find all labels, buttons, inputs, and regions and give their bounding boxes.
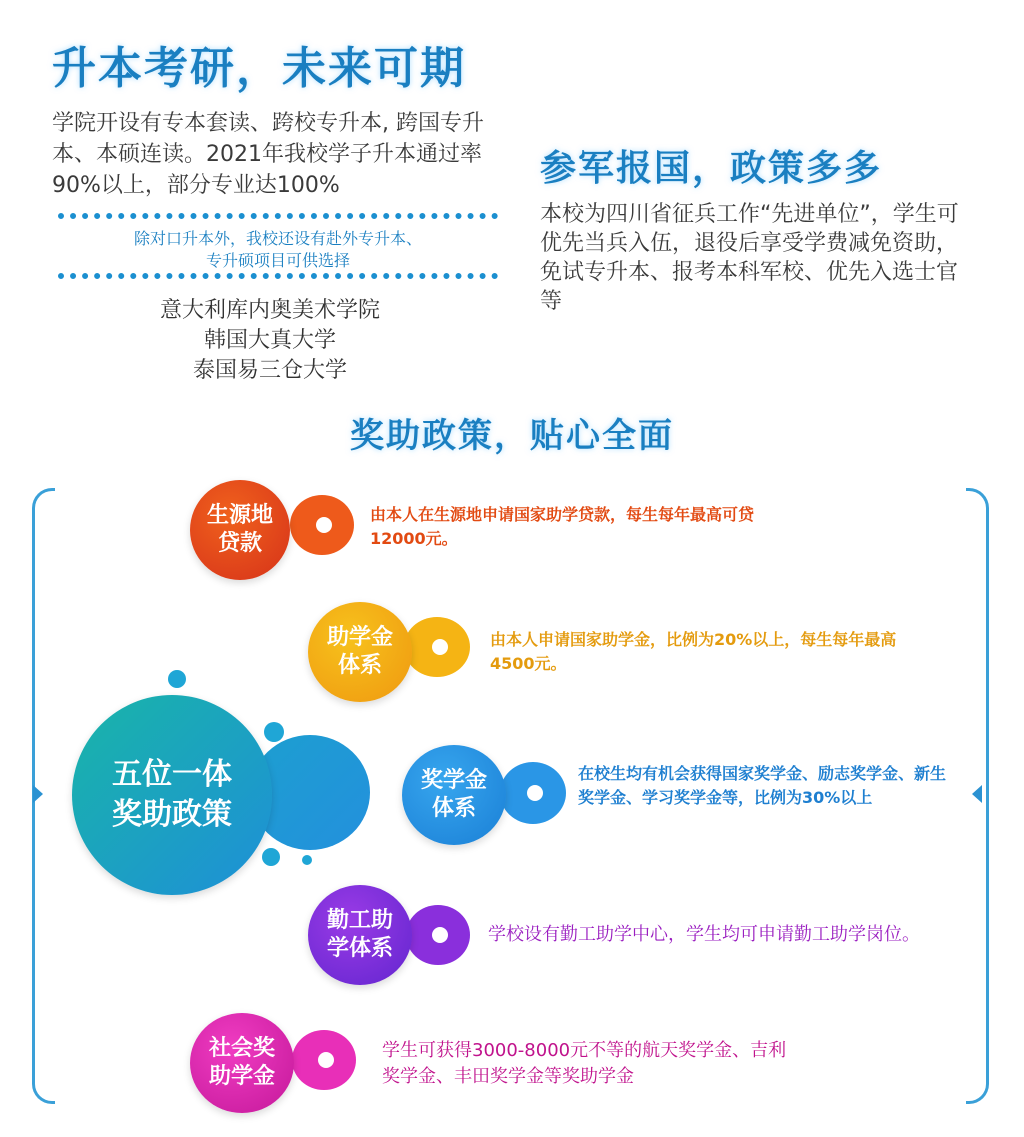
aid-title: 奖助政策，贴心全面 (350, 416, 674, 456)
scholarship-description: 在校生均有机会获得国家奖学金、励志奖学金、新生奖学金、学习奖学金等，比例为30%以上 (578, 764, 947, 807)
social-label: 社会奖 助学金 (208, 1036, 275, 1089)
decor-dot (302, 855, 312, 865)
work-study-description: 学校设有勤工助学中心，学生均可申请勤工助学岗位。 (488, 924, 920, 945)
school-item: 泰国易三仓大学 (192, 358, 347, 383)
work-study-label: 勤工助 学体系 (326, 908, 393, 961)
school-list (100, 296, 440, 386)
decor-dot (262, 848, 280, 866)
upgrade-title: 升本考研，未来可期 (52, 43, 466, 94)
grant-description: 由本人申请国家助学金，比例为20%以上，每生每年最高4500元。 (490, 630, 897, 673)
grant-bubble (308, 602, 412, 702)
center-bubble-label: 五位一体 奖助政策 (112, 757, 232, 832)
scholarship-bubble-hole (527, 785, 543, 801)
school-item: 韩国大真大学 (203, 328, 336, 353)
grant-label: 助学金 体系 (326, 625, 393, 678)
loan-bubble (190, 480, 290, 580)
work-study-bubble (308, 885, 412, 985)
loan-label: 生源地 贷款 (206, 503, 273, 556)
social-bubble (190, 1013, 294, 1113)
dotted-divider-top (58, 213, 498, 219)
social-bubble-hole (318, 1052, 334, 1068)
military-paragraph: 本校为四川省征兵工作“先进单位”，学生可优先当兵入伍，退役后享受学费减免资助，免试专升本、报考本科军校、优先入选士官等 (540, 202, 959, 314)
grant-bubble-hole (432, 639, 448, 655)
center-bubble (72, 695, 272, 895)
right-arrow-icon (972, 785, 982, 803)
upgrade-note: 除对口升本外，我校还设有赴外专升本、 专升硕项目可供选择 (133, 229, 422, 270)
dotted-divider-bottom (58, 273, 498, 279)
scholarship-bubble (402, 745, 506, 845)
decor-dot (264, 722, 284, 742)
loan-description: 由本人在生源地申请国家助学贷款，每生每年最高可贷12000元。 (370, 505, 755, 548)
loan-bubble-hole (316, 517, 332, 533)
work-study-bubble-hole (432, 927, 448, 943)
school-item: 意大利库内奥美术学院 (159, 298, 380, 323)
military-title: 参军报国，政策多多 (540, 148, 883, 189)
social-description: 学生可获得3000-8000元不等的航天奖学金、吉利奖学金、丰田奖学金等奖助学金 (382, 1040, 787, 1087)
decor-dot (168, 670, 186, 688)
scholarship-label: 奖学金 体系 (420, 768, 487, 821)
upgrade-paragraph: 学院开设有专本套读、跨校专升本, 跨国专升本、本硕连读。2021年我校学子升本通过率90%以上，部分专业达100% (52, 111, 484, 198)
left-arrow-icon (33, 785, 43, 803)
